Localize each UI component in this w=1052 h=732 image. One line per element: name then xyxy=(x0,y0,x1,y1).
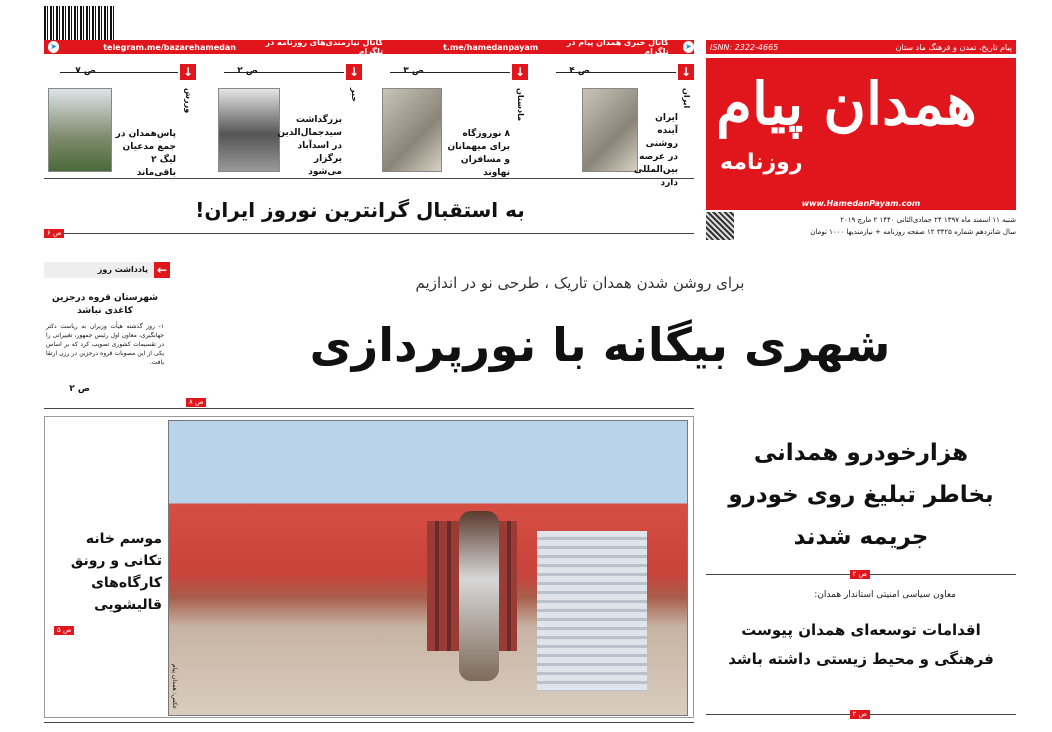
telegram-icon: ➤ xyxy=(48,41,59,53)
teaser-photo xyxy=(48,88,112,172)
left-arrow-icon: ← xyxy=(154,262,170,278)
right-story-headline: هزارخودرو همدانی بخاطر تبلیغ روی خودرو جریمه شدند xyxy=(728,440,994,550)
main-page: ص ۸ xyxy=(186,398,206,407)
logo-block xyxy=(706,58,1016,198)
right-story-page: ص ۲ xyxy=(850,710,870,719)
teasers-divider xyxy=(44,178,694,179)
date-block xyxy=(738,214,1016,238)
teaser-section: مادستان xyxy=(516,88,525,122)
banner-headline: به استقبال گرانترین نوروز ایران! xyxy=(195,198,525,222)
teaser-text: ایران آینده روشنی در عرصه بین‌المللی دارد xyxy=(633,113,678,188)
down-arrow-icon: ↓ xyxy=(512,64,528,80)
teaser-khabar[interactable] xyxy=(206,64,362,178)
teaser-text: ۸ نوروزگاه برای میهمانان و مسافران نهاوند xyxy=(447,129,510,178)
logo-sub: روزنامه xyxy=(720,150,803,175)
channel1-label: کانال خبری همدان پیام در تلگرام xyxy=(566,38,669,56)
banner-page: ص ۶ xyxy=(44,229,64,238)
down-arrow-icon: ↓ xyxy=(180,64,196,80)
qr-code xyxy=(706,212,734,240)
photo-main xyxy=(168,420,688,716)
telegram-bar xyxy=(44,40,694,54)
barcode xyxy=(44,6,114,40)
teaser-madestan[interactable] xyxy=(372,64,528,178)
teaser-text: بزرگداشت سیدجمال‌الدین در اسدآباد برگزار می‌شود xyxy=(277,115,342,177)
right-story-page: ص ۲ xyxy=(850,570,870,579)
date-line: شنبه ۱۱ اسفند ماه ۱۳۹۷ ۲۴ جمادی‌الثانی ۱۴۴۰ ۲ مارچ ۲۰۱۹ xyxy=(840,216,1016,224)
teaser-page: ص ۳ xyxy=(403,66,424,76)
carpet-hanging xyxy=(537,531,647,691)
main-headline: شهری بیگانه با نورپردازی xyxy=(309,318,891,372)
logo: همدان پیام xyxy=(716,70,977,138)
down-arrow-icon: ↓ xyxy=(346,64,362,80)
teaser-text: پاس‌همدان در جمع مدعیان لیگ ۲ باقی‌ماند xyxy=(115,129,176,178)
photo-credit: عکس: همدان پیام xyxy=(171,663,178,709)
tagline: پیام تاریخ، تمدن و فرهنگ ماد ستان xyxy=(895,42,1012,52)
teaser-photo xyxy=(382,88,442,172)
teaser-section: ورزش xyxy=(184,88,193,114)
teaser-page: ص ۲ xyxy=(237,66,258,76)
down-arrow-icon: ↓ xyxy=(678,64,694,80)
teaser-page: ص ۷ xyxy=(75,66,96,76)
teaser-page: ص ۴ xyxy=(569,66,590,76)
teaser-iran[interactable] xyxy=(538,64,694,188)
channel2-label: کانال نیازمندی‌های روزنامه در تلگرام xyxy=(265,38,384,56)
masthead-topline xyxy=(706,40,1016,54)
channel2-url[interactable]: telegram.me/bazarehamedan xyxy=(103,42,236,52)
teaser-varzesh[interactable] xyxy=(44,64,196,178)
photo-page: ص ۵ xyxy=(54,626,74,635)
editorial xyxy=(44,262,170,392)
editorial-body: ۱- روز گذشته هیأت وزیران به ریاست دکتر جهانگیری، معاون اول رئیس جمهور، تغییراتی را در تقسیمات کشوری تصویب کرد که بر اساس یکی از این مصوبات قروه درجزین در رزن ارتقا یافت. xyxy=(46,323,164,366)
issn: ISNN: 2322-4665 xyxy=(710,42,779,52)
main-kicker: برای روشن شدن همدان تاریک ، طرحی نو در اندازیم xyxy=(415,274,745,292)
teaser-section: خبر xyxy=(350,88,359,103)
editorial-section: یادداشت روز xyxy=(97,265,148,274)
right-story-1[interactable] xyxy=(706,422,1016,582)
masthead xyxy=(706,40,1016,210)
right-story-headline: اقدامات توسعه‌ای همدان پیوست فرهنگی و محیط زیستی داشته باشد xyxy=(728,621,994,668)
telegram-icon: ➤ xyxy=(683,41,694,53)
website[interactable]: www.HamedanPayam.com xyxy=(706,198,1016,210)
editorial-page: ص ۲ xyxy=(69,384,90,394)
photo-caption: موسم خانه تکانی و رونق کارگاه‌های قالیشویی xyxy=(70,531,162,613)
worker-figure xyxy=(459,511,499,681)
teaser-section: ایران xyxy=(682,88,691,109)
right-story-2[interactable] xyxy=(706,586,1016,716)
teaser-photo xyxy=(582,88,638,172)
right-story-kicker: معاون سیاسی امنیتی استاندار همدان: xyxy=(814,590,956,600)
teasers-row xyxy=(44,64,694,188)
editorial-title: شهرستان قروه درجزین کاغذی نباشد xyxy=(51,293,158,316)
channel1-url[interactable]: t.me/hamedanpayam xyxy=(443,42,539,52)
issue-line: سال شانزدهم شماره ۳۴۲۵ ۱۲ صفحه روزنامه + نیازمندیها ۱۰۰۰ تومان xyxy=(810,228,1016,236)
teaser-photo xyxy=(218,88,280,172)
